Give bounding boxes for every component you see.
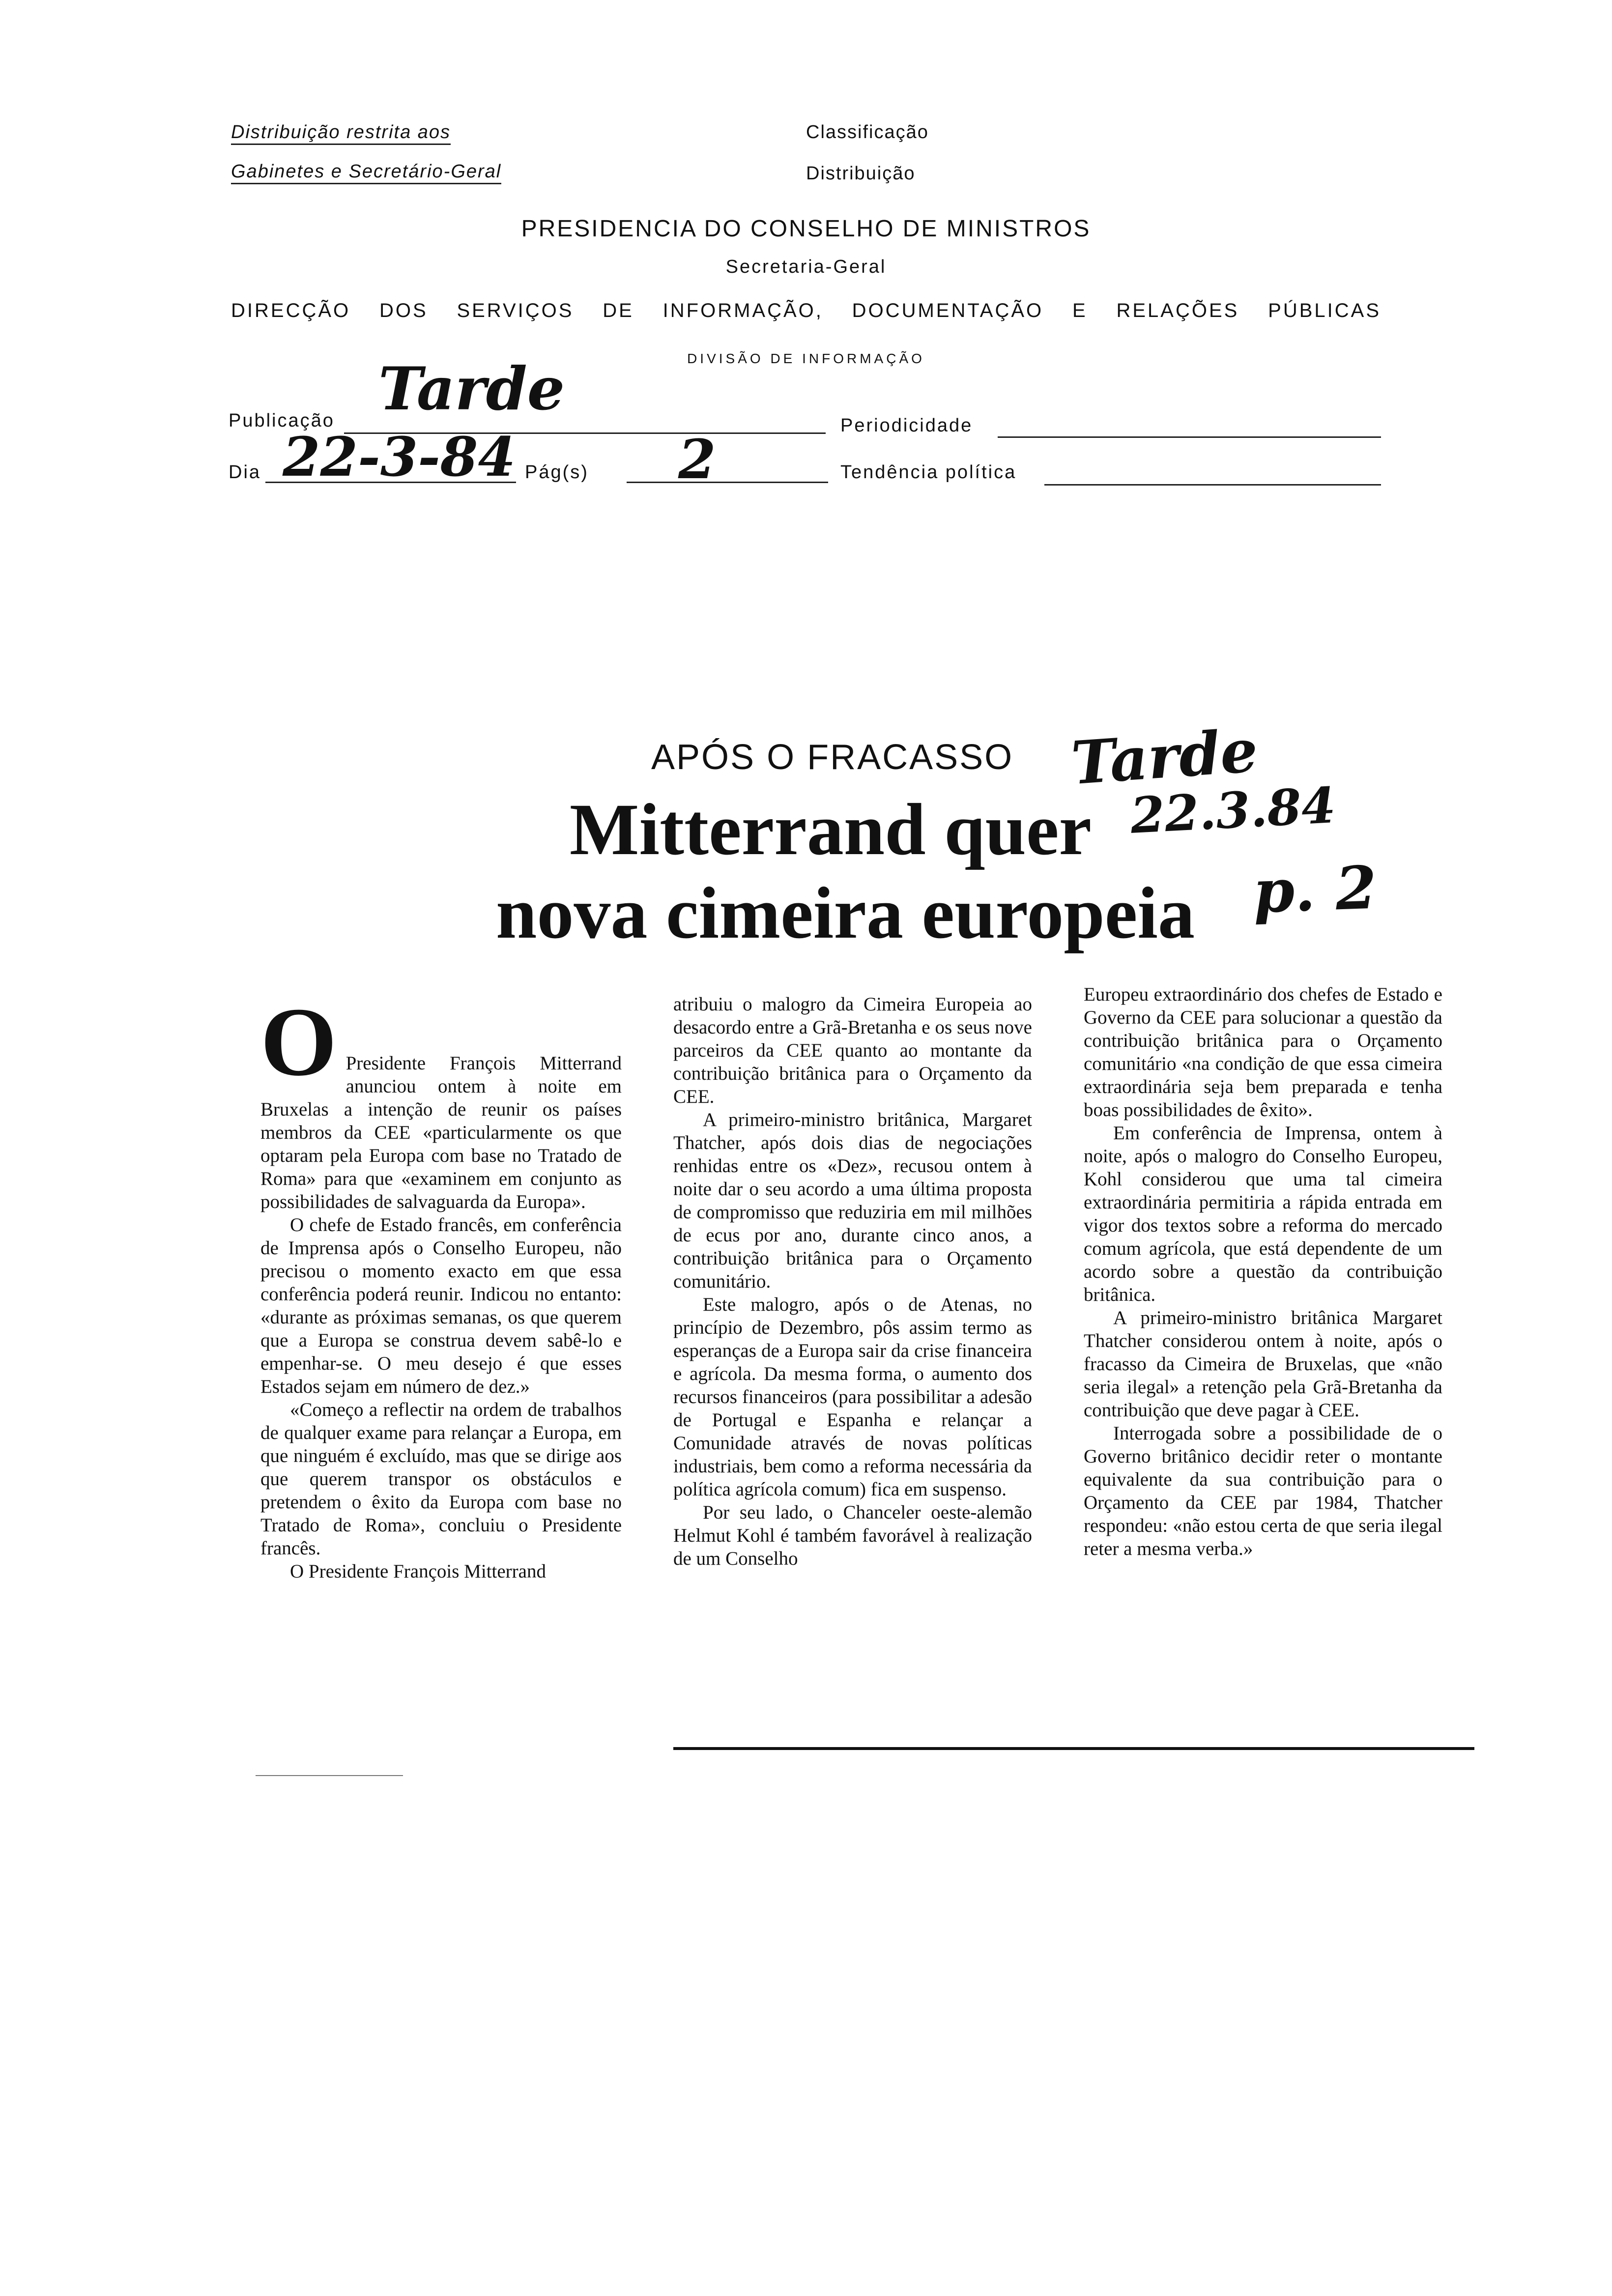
direccao-line: DIRECÇÃO DOS SERVIÇOS DE INFORMAÇÃO, DOCUMENTAÇÃO E RELAÇÕES PÚBLICAS bbox=[231, 300, 1381, 321]
col2-paragraph: atribuiu o malogro da Cimeira Europeia ao desacordo entre a Grã-Bretanha e os seus nove parceiros da CEE quanto ao montante da contribuição britânica para o Orçamento da CEE. bbox=[673, 994, 1032, 1107]
col2-paragraph: Por seu lado, o Chanceler oeste-alemão Helmut Kohl é também favorável à realização de um Conselho bbox=[673, 1502, 1032, 1569]
secretaria-geral: Secretaria-Geral bbox=[725, 257, 887, 277]
col3-paragraph: Europeu extraordinário dos chefes de Estado e Governo da CEE para solucionar a questão da contribuição britânica para o Orçamento comunitário «na condição de que essa cimeira extraordinária seja bem preparada e tenha boas possibilidades de êxito». bbox=[1084, 984, 1442, 1120]
pags-handwritten: 2 bbox=[678, 428, 716, 491]
col1-paragraph: Presidente François Mitterrand anunciou ontem à noite em Bruxelas a intenção de reunir os países membros da CEE «particularmente os que optaram pela Europa com base no Tratado de Roma» para que «examinem em conjunto as possibilidades de salvaguarda da Europa». bbox=[260, 1053, 622, 1212]
article-kicker: APÓS O FRACASSO bbox=[651, 738, 1014, 777]
restricted-distribution-line2: Gabinetes e Secretário-Geral bbox=[231, 161, 501, 182]
tendencia-label: Tendência política bbox=[840, 462, 1017, 483]
col3-paragraph: Em conferência de Imprensa, ontem à noite, após o malogro do Conselho Europeu, Kohl considerou que uma tal cimeira extraordinária permitiria a rápida entrada em vigor dos textos sobre a reforma do mercado comum agrícola, que está dependente de um acordo sobre a questão da contribuição britânica. bbox=[1084, 1122, 1442, 1305]
col2-paragraph: A primeiro-ministro britânica, Margaret Thatcher, após dois dias de negociações renhidas entre os «Dez», recusou ontem à noite dar o seu acordo a uma última proposta de compromisso que reduziria em mil milhões de ecus por ano, durante cinco anos, a contribuição britânica para o Orçamento comunitário. bbox=[673, 1109, 1032, 1292]
col3-paragraph: A primeiro-ministro britânica Margaret Thatcher considerou ontem à noite, após o fracasso da Cimeira de Bruxelas, que «não seria ilegal» a retenção pela Grã-Bretanha da contribuição que deve pagar à CEE. bbox=[1084, 1307, 1442, 1421]
headline-line2: nova cimeira europeia bbox=[496, 872, 1195, 954]
annotation-date: 22.3.84 bbox=[1129, 776, 1337, 845]
tendencia-line bbox=[1044, 484, 1381, 486]
restricted-distribution-line1: Distribuição restrita aos bbox=[231, 122, 451, 143]
clipping-bottom-rule bbox=[673, 1747, 1474, 1750]
annotation-publication: Tarde bbox=[1069, 716, 1260, 799]
headline-line1: Mitterrand quer bbox=[569, 789, 1092, 870]
article-column-3 bbox=[1084, 983, 1442, 1560]
col2-paragraph: Este malogro, após o de Atenas, no princípio de Dezembro, pôs assim termo as esperanças de a Europa sair da crise financeira e agrícola. Da mesma forma, o aumento dos recursos financeiros (para possibilitar a adesão de Portugal e Espanha e relançar a Comunidade através de novas políticas industriais, bem como a reforma necessária da política agrícola comum) fica em suspenso. bbox=[673, 1294, 1032, 1500]
publicacao-label: Publicação bbox=[229, 410, 335, 431]
article-column-1 bbox=[260, 988, 622, 1583]
divisao-line: DIVISÃO DE INFORMAÇÃO bbox=[687, 351, 925, 366]
publicacao-handwritten: Tarde bbox=[378, 354, 565, 424]
col3-paragraph: Interrogada sobre a possibilidade de o Governo britânico decidir reter o montante equivalente da sua contribuição para o Orçamento da CEE par 1984, Thatcher respondeu: «não estou certa de que seria ilegal reter a mesma verba.» bbox=[1084, 1423, 1442, 1559]
org-title: PRESIDENCIA DO CONSELHO DE MINISTROS bbox=[521, 216, 1091, 242]
col1-paragraph: «Começo a reflectir na ordem de trabalhos de qualquer exame para relançar a Europa, em que ninguém é excluído, mas que se dirige aos que querem transpor os obstáculos e pretendem o êxito da Europa com base no Tratado de Roma», concluiu o Presidente francês. bbox=[260, 1399, 622, 1559]
drop-cap: O bbox=[260, 988, 337, 1096]
annotation-page: p. 2 bbox=[1252, 853, 1378, 927]
pags-line bbox=[627, 482, 828, 483]
distribuicao-label: Distribuição bbox=[806, 163, 916, 184]
periodicidade-label: Periodicidade bbox=[840, 415, 973, 436]
dia-label: Dia bbox=[229, 462, 261, 483]
pags-label: Pág(s) bbox=[525, 462, 589, 483]
col1-paragraph: O Presidente François Mitterrand bbox=[290, 1561, 546, 1582]
article-column-2 bbox=[673, 993, 1032, 1570]
col1-paragraph: O chefe de Estado francês, em conferência de Imprensa após o Conselho Europeu, não precisou o momento exacto em que essa conferência poderá reunir. Indicou no entanto: «durante as próximas semanas, os que querem que a Europa se construa devem sabê-lo e empenhar-se. O meu desejo é que esses Estados sejam em número de dez.» bbox=[260, 1214, 622, 1397]
clipping-cut-edge bbox=[256, 1775, 403, 1776]
dia-handwritten: 22-3-84 bbox=[283, 425, 516, 488]
classificacao-label: Classificação bbox=[806, 122, 929, 143]
periodicidade-line bbox=[998, 436, 1381, 438]
